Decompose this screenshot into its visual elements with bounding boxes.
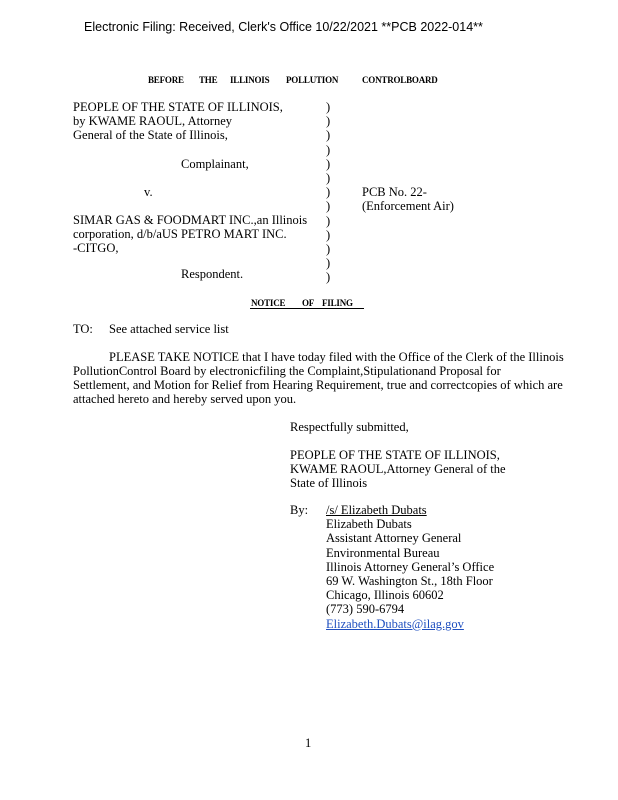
respondent-label: Respondent. xyxy=(181,267,244,281)
defendant-line: SIMAR GAS & FOODMART INC.,an Illinois xyxy=(73,213,308,227)
signature-details xyxy=(326,503,494,631)
board-heading-word: POLLUTION xyxy=(286,75,339,85)
board-heading-word: THE xyxy=(199,75,218,85)
board-heading-word: ILLINOIS xyxy=(230,75,270,85)
defendant-block xyxy=(73,213,307,256)
paren: ) xyxy=(326,199,331,214)
paren: ) xyxy=(326,170,331,185)
signer-city: Chicago, Illinois 60602 xyxy=(326,588,444,603)
body-line: Settlement, and Motion for Relief from Hearing Requirement, true and correctcopies of which are xyxy=(73,378,563,392)
signer-office: Illinois Attorney General’s Office xyxy=(326,559,495,574)
versus-label: v. xyxy=(144,185,153,199)
by-label: By: xyxy=(290,503,309,517)
paren: ) xyxy=(326,128,331,143)
body-line: attached hereto and hereby served upon you. xyxy=(73,392,297,406)
party-line: KWAME RAOUL,Attorney General of the xyxy=(290,462,506,477)
paren: ) xyxy=(326,185,331,200)
board-heading-word: BEFORE xyxy=(148,75,184,85)
case-type: (Enforcement Air) xyxy=(362,199,454,213)
signer-bureau: Environmental Bureau xyxy=(326,545,440,560)
paren: ) xyxy=(326,142,331,157)
notice-title-word: FILING xyxy=(322,298,353,308)
to-label: TO: xyxy=(73,322,93,336)
party-line: PEOPLE OF THE STATE OF ILLINOIS, xyxy=(290,448,500,462)
caption-parentheses xyxy=(326,100,336,284)
notice-title-underline xyxy=(250,308,364,309)
notice-title-word: NOTICE xyxy=(251,298,286,308)
case-number: PCB No. 22- xyxy=(362,185,427,199)
party-line: State of Illinois xyxy=(290,476,368,491)
paren: ) xyxy=(326,241,331,256)
to-value: See attached service list xyxy=(109,322,229,336)
plaintiff-line: General of the State of Illinois, xyxy=(73,128,228,143)
plaintiff-line: PEOPLE OF THE STATE OF ILLINOIS, xyxy=(73,100,283,114)
filing-stamp: Electronic Filing: Received, Clerk's Office 10/22/2021 **PCB 2022-014** xyxy=(84,20,483,34)
board-heading-word: CONTROLBOARD xyxy=(362,75,438,85)
signer-street: 69 W. Washington St., 18th Floor xyxy=(326,573,493,588)
body-line: PollutionControl Board by electronicfiling the Complaint,Stipulationand Proposal for xyxy=(73,364,501,378)
plaintiff-line: by KWAME RAOUL, Attorney xyxy=(73,114,233,129)
paren: ) xyxy=(326,227,331,242)
defendant-line: corporation, d/b/aUS PETRO MART INC. xyxy=(73,227,287,242)
signer-title: Assistant Attorney General xyxy=(326,531,462,546)
signer-phone: (773) 590-6794 xyxy=(326,602,405,617)
electronic-signature: /s/ Elizabeth Dubats xyxy=(326,503,427,517)
paren: ) xyxy=(326,270,331,285)
paren: ) xyxy=(326,100,331,114)
signature-party xyxy=(290,448,506,491)
defendant-line: -CITGO, xyxy=(73,241,119,256)
signer-name: Elizabeth Dubats xyxy=(326,517,412,532)
paren: ) xyxy=(326,213,331,228)
paren: ) xyxy=(326,114,331,129)
complainant-label: Complainant, xyxy=(181,157,249,171)
plaintiff-block xyxy=(73,100,283,143)
body-line: PLEASE TAKE NOTICE that I have today filed with the Office of the Clerk of the Illinois xyxy=(109,350,564,364)
paren: ) xyxy=(326,256,331,271)
closing: Respectfully submitted, xyxy=(290,420,409,434)
notice-title-word: OF xyxy=(302,298,315,308)
page-number: 1 xyxy=(305,736,312,750)
paren: ) xyxy=(326,156,331,171)
email-link[interactable]: Elizabeth.Dubats@ilag.gov xyxy=(326,616,464,631)
